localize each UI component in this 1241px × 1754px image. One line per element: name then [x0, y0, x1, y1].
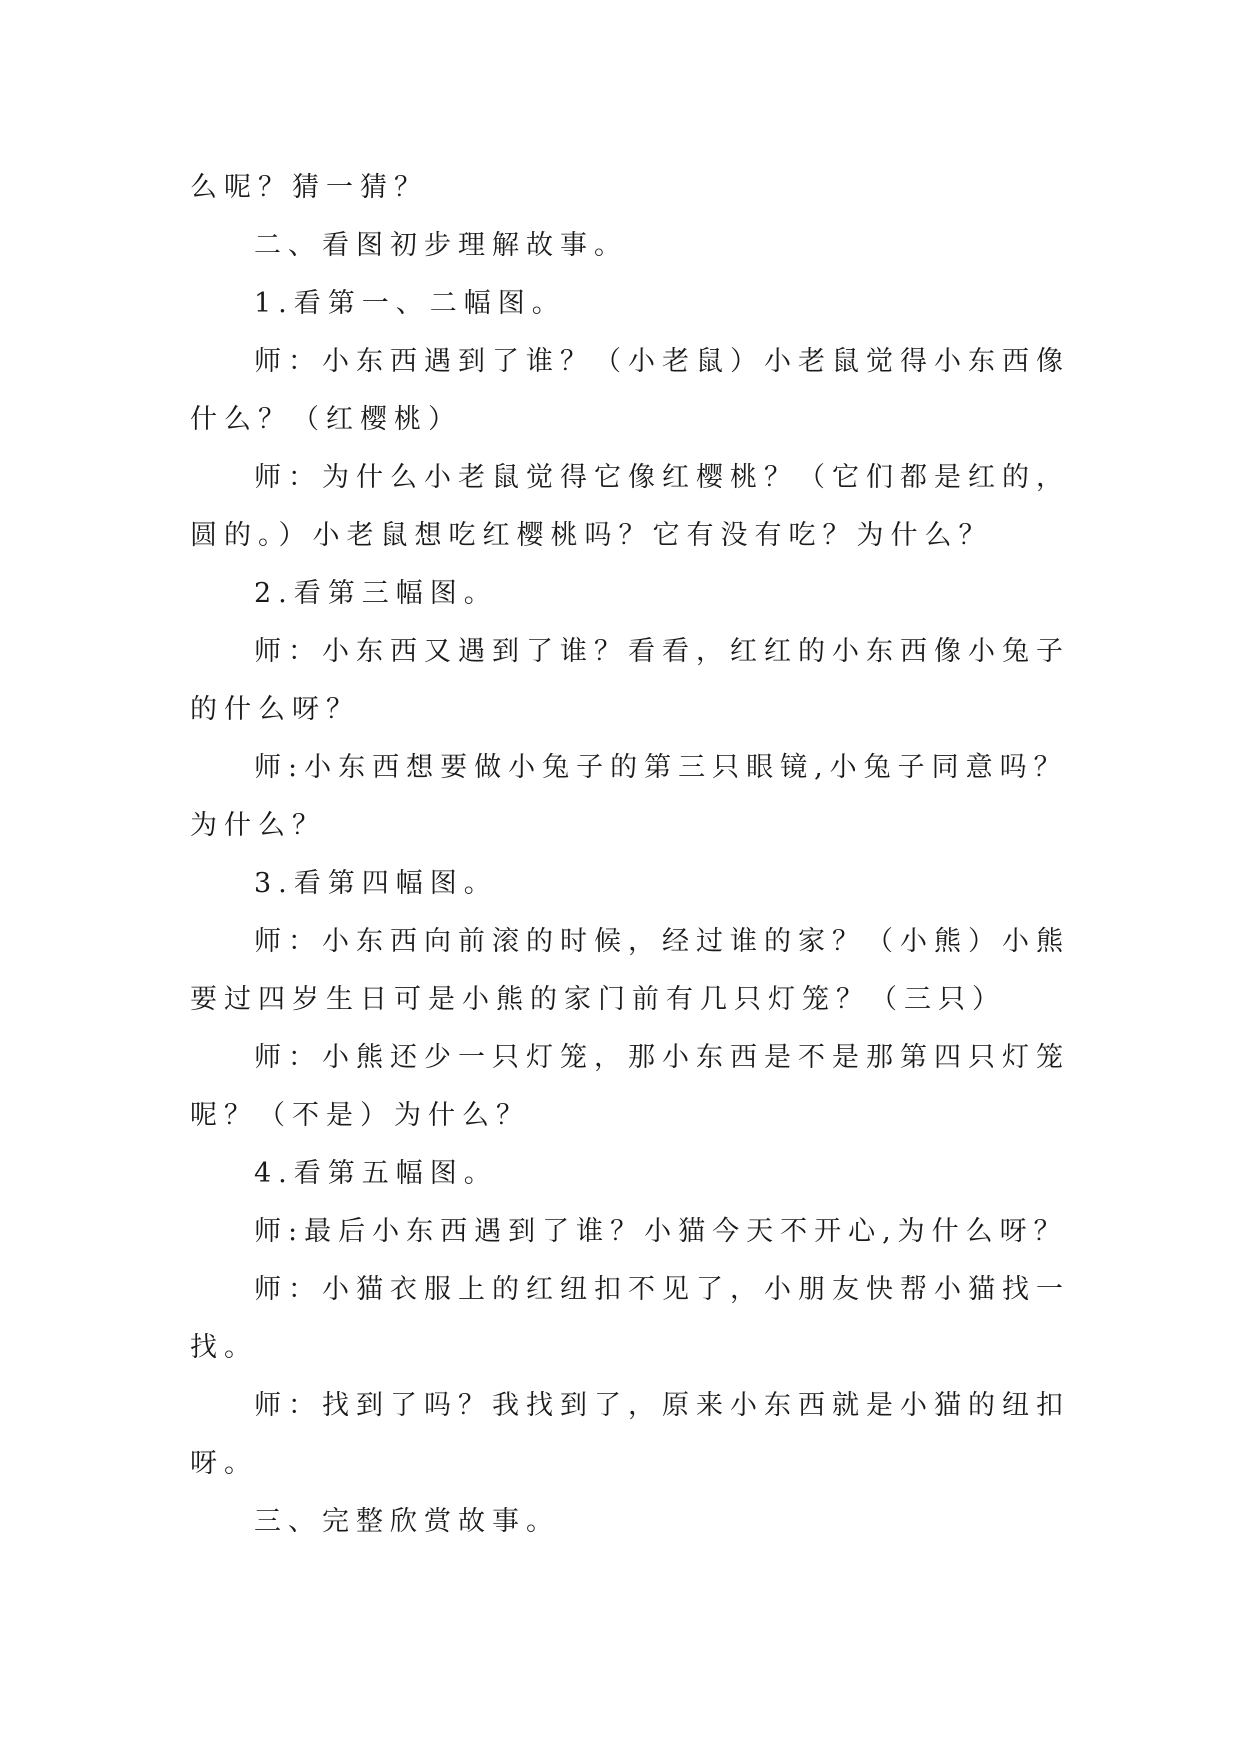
text-line: 师：小熊还少一只灯笼，那小东西是不是那第四只灯笼: [254, 1042, 1070, 1073]
text-line: 什么？（红樱桃）: [190, 404, 462, 435]
text-line: 师：小东西遇到了谁？（小老鼠）小老鼠觉得小东西像: [254, 346, 1070, 377]
text-line: 师：为什么小老鼠觉得它像红樱桃？（它们都是红的，: [254, 462, 1070, 493]
text-line: 师：小东西又遇到了谁？看看，红红的小东西像小兔子: [254, 636, 1070, 667]
text-line: 二、看图初步理解故事。: [254, 230, 628, 261]
text-line: 要过四岁生日可是小熊的家门前有几只灯笼？（三只）: [190, 984, 1006, 1015]
text-line: 呢？（不是）为什么？: [190, 1100, 530, 1131]
text-line: 找。: [190, 1332, 258, 1363]
text-line: 师:最后小东西遇到了谁？小猫今天不开心,为什么呀？: [254, 1216, 1068, 1247]
text-line: 3.看第四幅图。: [254, 868, 498, 899]
text-line: 圆的。）小老鼠想吃红樱桃吗？它有没有吃？为什么？: [190, 520, 993, 551]
text-line: 师：小东西向前滚的时候，经过谁的家？（小熊）小熊: [254, 926, 1070, 957]
text-line: 么呢？猜一猜？: [190, 172, 428, 203]
text-line: 为什么？: [190, 810, 326, 841]
text-line: 师：找到了吗？我找到了，原来小东西就是小猫的纽扣: [254, 1390, 1070, 1421]
text-line: 师：小猫衣服上的红纽扣不见了，小朋友快帮小猫找一: [254, 1274, 1070, 1305]
text-line: 2.看第三幅图。: [254, 578, 498, 609]
text-line: 4.看第五幅图。: [254, 1158, 498, 1189]
text-line: 1.看第一、二幅图。: [254, 288, 566, 319]
text-line: 呀。: [190, 1448, 258, 1479]
text-line: 的什么呀？: [190, 694, 360, 725]
text-line: 三、完整欣赏故事。: [254, 1506, 560, 1537]
document-body: [190, 159, 1070, 1551]
text-line: 师:小东西想要做小兔子的第三只眼镜,小兔子同意吗？: [254, 752, 1068, 783]
